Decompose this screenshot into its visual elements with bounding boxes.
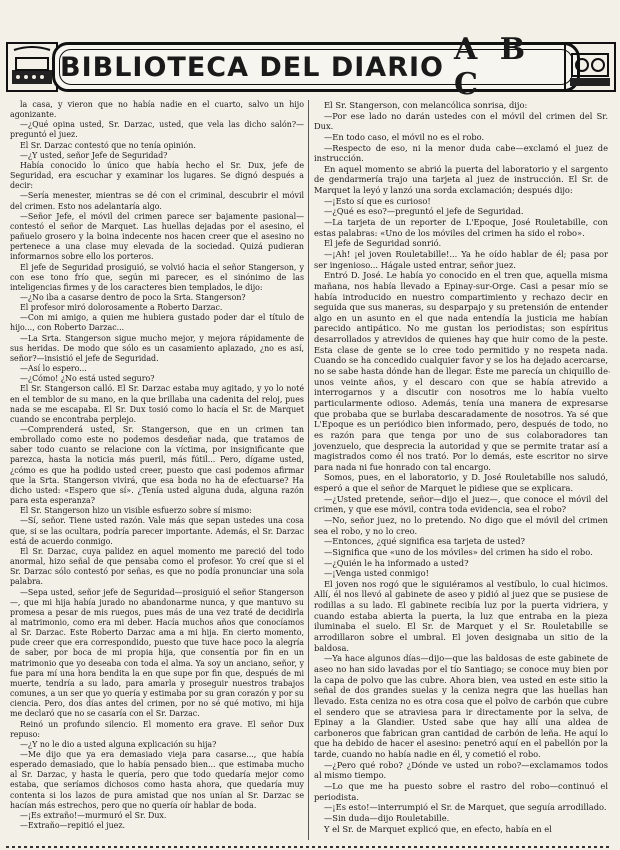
paragraph: —Sin duda—dijo Rouletabille. xyxy=(324,812,450,823)
masthead-banner xyxy=(52,32,580,102)
paragraph: —Sepa usted, señor jefe de Seguridad—prosiguió el señor Stangerson—, que mi hija había jurado no abandonarme nunca, y que mantuvo su promesa a pesar de mis ruegos, pues más de una vez traté de decidirla al matrimonio, como era mi deber. Hacía muchos años que conocíamos al Sr. Darzac. Este Roberto Darzac ama a mi hija. En cierto momento, pude creer que era correspondido, puesto que tuve hace poco la alegría de saber, por boca de mi propia hija, que consentía por fin en un matrimonio que yo deseaba con toda el alma. Ya soy un anciano, señor, y fue para mí una hora bendita la en que supe por fin que, después de mi muerte, tendría a su lado, para amarla y proseguir nuestros trabajos comunes, a un ser que yo quería y estimaba por su gran corazón y por su ciencia. Pero, dos días antes del crimen, por no sé qué motivo, mi hija me declaró que no se casaría con el Sr. Darzac. xyxy=(10,587,304,719)
paragraph: —¿Qué opina usted, Sr. Darzac, usted, que vela las dicho salón?—preguntó el juez. xyxy=(10,120,304,140)
footer-rule xyxy=(6,846,612,848)
masthead-abc: A B C xyxy=(453,32,532,102)
paragraph: —¡Ah! ¡el joven Rouletabille!... Ya he oído hablar de él; pasa por ser ingenioso... Hágale usted entrar, señor juez. xyxy=(314,248,608,270)
paragraph: Somos, pues, en el laboratorio, y D. José Rouletabille nos saludó, esperó a que el señor de Marquet le pidiese que se explicara. xyxy=(314,472,608,494)
paragraph: —¿No iba a casarse dentro de poco la Srta. Stangerson? xyxy=(20,292,246,302)
paragraph: —¿Pero qué robo? ¿Dónde ve usted un robo?—exclamamos todos al mismo tiempo. xyxy=(314,759,608,781)
paragraph: —¿Usted pretende, señor—dijo el juez—, que conoce el móvil del crimen, y que ese móvil, contra toda evidencia, sea el robo? xyxy=(314,493,608,515)
paragraph: —¿Cómo! ¿No está usted seguro? xyxy=(20,374,155,384)
paragraph: —¡Es esto!—interrumpió el Sr. de Marquet, que seguía arrodillado. xyxy=(324,802,607,813)
paragraph: El profesor miró dolorosamente a Roberto Darzac. xyxy=(20,303,223,313)
paragraph: —Con mi amigo, a quien me hubiera gustado poder dar el título de hijo..., con Roberto Darzac... xyxy=(10,313,304,333)
paragraph: El jefe de Seguridad prosiguió, se volvió hacia el señor Stangerson, y con ese tono frío que, según mi parecer, es el sinónimo de las inteligencias firmes y de los caracteres bien templados, le dijo: xyxy=(10,262,304,292)
paragraph: —Extraño—repitió el juez. xyxy=(20,821,126,831)
paragraph: —Ya hace algunos días—dijo—que las baldosas de este gabinete de aseo no han sido lavadas por el tío Santiago; se conoce muy bien por la capa de polvo que las cubre. Ahora bien, vea usted en este sitio la señal de dos grandes suelas y la ceniza negra que las huellas han llevado. Esta ceniza no es otra cosa que el polvo de carbón que cubre el sendero que se atraviesa para ir directamente por la selva, de Epinay a la Glandier. Usted sabe que hay allí una aldea de carboneros que fabrican gran cantidad de carbón de leña. He aquí lo que ha debido de hacer el asesino: penetró aquí en el pabellón por la tarde, cuando no había nadie en él, y cometió el robo. xyxy=(314,653,608,760)
paragraph: —Respecto de eso, ni la menor duda cabe—exclamó el juez de instrucción. xyxy=(314,142,608,164)
paragraph: —La tarjeta de un reporter de L'Epoque, José Rouletabille, con estas palabras: «Uno de los móviles del crimen ha sido el robo». xyxy=(314,217,608,238)
paragraph: El joven nos rogó que le siguiéramos al vestíbulo, lo cual hicimos. Allí, él nos llevó al gabinete de aseo y pidió al juez que se pusiese de rodillas a su lado. El gabinete recibía luz por la puerta vidriera, y cuando estaba abierta la puerta, la luz que entraba en la pieza iluminaba el suelo. El Sr. de Marquet y el Sr. Rouletabille se arrodillaron sobre el umbral. El joven designaba un sitio de la baldosa. xyxy=(314,578,608,653)
column-divider xyxy=(308,100,309,840)
paragraph: —¡Es extraño!—murmuró el Sr. Dux. xyxy=(20,810,167,820)
paragraph: Entró D. José. Le había yo conocido en el tren que, aquella misma mañana, nos había llevado a Epinay-sur-Orge. Casi a pesar mío se había introducido en nuestro compartimiento y rechazo decir en seguida que sus maneras, su desparpajo y su pretensión de entender algo en un asunto en el que nada entendía la justicia me habían parecido antipático. No me gustan los periodistas; son espíritus desarrollados y atrevidos de quienes hay que huir como de la peste. Esta clase de gente se lo cree todo permitido y no respeta nada. Cuando se ha concedido cualquier favor y se los ha dejado acercarse, no se sabe hasta dónde han de llegar. Éste me parecía un chiquillo de unos veinte años, y el descaro con que se había atrevido a interrogarnos y a discutir con nosotros me lo había vuelto particularmente odioso. Además, tenía una manera de expresarse que probaba que se burlaba descaradamente de nosotros. Ya sé que L'Epoque es un periódico bien informado, pero, después de todo, no es razón para que tenga por uno de sus colaboradores tan jovenzuelo, que desprecia la autoridad y que se permite tratar así a magistrados como él nos trató. Por lo demás, este escritor no sirve para nada ni fue honrado con tal encargo. xyxy=(314,270,608,472)
paragraph: —La Srta. Stangerson sigue mucho mejor, y mejora rápidamente de sus heridas. De modo que sólo es un casamiento aplazado, ¿no es así, señor?—insistió el jefe de Seguridad. xyxy=(10,333,304,363)
paragraph: la casa, y vieron que no había nadie en el cuarto, salvo un hijo agonizante. xyxy=(10,100,304,120)
paragraph: —Sería menester, mientras se dé con el criminal, descubrir el móvil del crimen. Esto nos adelantaría algo. xyxy=(10,191,304,211)
paragraph: El Sr. Stangerson calló. El Sr. Darzac estaba muy agitado, y yo lo noté en el temblor de su mano, en la que brillaba una cadenita del reloj, pues nada se me escapaba. El Sr. Dux tosió como lo hacía el Sr. de Marquet cuando se encontraba perplejo. xyxy=(10,384,304,424)
paragraph: —No, señor juez, no lo pretendo. No digo que el móvil del crimen sea el robo, y no lo creo. xyxy=(314,514,608,536)
paragraph: —Me dijo que ya era demasiado vieja para casarse..., que había esperado demasiado, que lo había pensado bien... que estimaba mucho al Sr. Darzac, y hasta le quería, pero que todo quedaría mejor como estaba, que seríamos dichosos como hasta ahora, que quedaría muy contenta si los lazos de pura amistad que nos unían al Sr. Darzac se hacían más estrechos, pero que no quería oír hablar de boda. xyxy=(10,750,304,810)
paragraph: —Así lo espero... xyxy=(20,364,87,374)
paragraph: —Lo que me ha puesto sobre el rastro del robo—continuó el periodista. xyxy=(314,781,608,802)
paragraph: El jefe de Seguridad sonrió. xyxy=(324,238,442,249)
paragraph: Y el Sr. de Marquet explicó que, en efecto, había en el xyxy=(324,823,552,834)
paragraph: —Sí, señor. Tiene usted razón. Vale más que sepan ustedes una cosa que, si se las ocultara, podría parecer importante. Además, el Sr. Darzac está de acuerdo conmigo. xyxy=(10,516,304,546)
paragraph: —Por ese lado no darán ustedes con el móvil del crimen del Sr. Dux. xyxy=(314,110,608,132)
masthead-inner xyxy=(59,32,573,102)
paragraph: —¿Qué es eso?—preguntó el jefe de Seguridad. xyxy=(324,206,524,217)
paragraph: —¿Y usted, señor Jefe de Seguridad? xyxy=(20,150,168,160)
paragraph: —Señor Jefe, el móvil del crimen parece ser bajamente pasional—contestó el señor de Marquet. Las huellas dejadas por el asesino, el pañuelo grosero y la boina indecente nos hacen creer que el asesino no pertenece a una clase muy elevada de la sociedad. Quizá pudieran informarnos sobre ello los porteros. xyxy=(10,211,304,262)
paragraph: El Sr. Darzac, cuya palidez en aquel momento me pareció del todo anormal, hizo señal de que pensaba como el profesor. Yo creí que si el Sr. Darzac sólo contestó por señas, es que no podía pronunciar una sola palabra. xyxy=(10,546,304,587)
masthead-title: BIBLIOTECA DEL DIARIO xyxy=(60,51,444,83)
paragraph: El Sr. Stangerson, con melancólica sonrisa, dijo: xyxy=(324,100,528,110)
paragraph: —¿Quién le ha informado a usted? xyxy=(324,557,469,568)
paragraph: —¿Y no le dio a usted alguna explicación su hija? xyxy=(20,739,217,749)
paragraph: El Sr. Stangerson hizo un visible esfuerzo sobre sí mismo: xyxy=(20,506,252,516)
paragraph: —¡Esto sí que es curioso! xyxy=(324,195,431,206)
paragraph: Había conocido lo único que había hecho el Sr. Dux, jefe de Seguridad, era escuchar y examinar los lugares. Se dignó después a decir: xyxy=(10,160,304,191)
margin-mark: · xyxy=(608,368,611,377)
paragraph: —¡Venga usted conmigo! xyxy=(324,568,429,579)
paragraph: —En todo caso, el móvil no es el robo. xyxy=(324,131,485,142)
printing-press-ornament-icon xyxy=(562,40,618,94)
paragraph: El Sr. Darzac contestó que no tenía opinión. xyxy=(20,140,196,150)
paragraph: Reinó un profundo silencio. El momento era grave. El señor Dux repuso: xyxy=(10,719,304,739)
paragraph: —Significa que «uno de los móviles» del crimen ha sido el robo. xyxy=(324,546,593,557)
left-text-column xyxy=(10,100,304,831)
paragraph: En aquel momento se abrió la puerta del laboratorio y el sargento de gendarmería trajo una tarjeta al juez de instrucción. El Sr. de Marquet la leyó y lanzó una sorda exclamación; después dijo: xyxy=(314,163,608,196)
paragraph: —Comprenderá usted, Sr. Stangerson, que en un crimen tan embrollado como este no podemos desdeñar nada, que tratamos de saber todo cuanto se relacione con la víctima, por insignificante que parezca, hasta la noticia más pueril, más fútil... Pero, dígame usted, ¿cómo es que ha podido usted creer, puesto que casi podemos afirmar que la Srta. Stangerson vivirá, que esa boda no ha de efectuarse? Ha dicho usted: «Espero que sí». ¿Tenía usted alguna duda, alguna razón para esta esperanza? xyxy=(10,425,304,506)
paragraph: —Entonces, ¿qué significa esa tarjeta de usted? xyxy=(324,536,525,547)
right-text-column xyxy=(314,100,608,834)
